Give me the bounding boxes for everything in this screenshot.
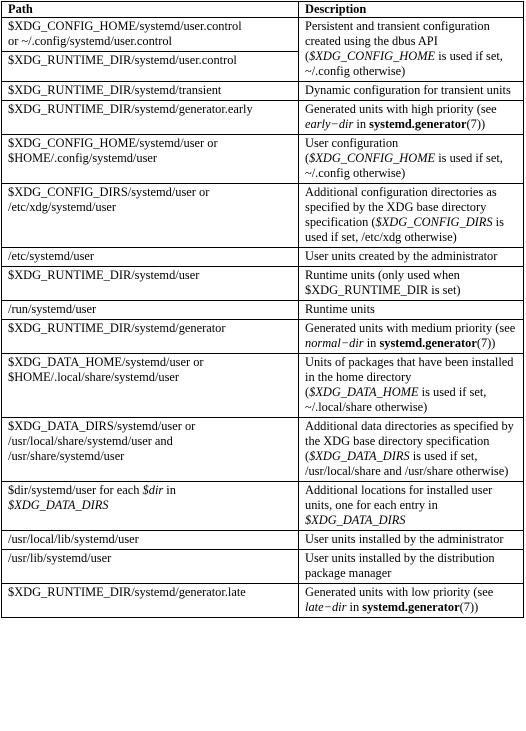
header-path: Path	[2, 2, 299, 18]
bold-text: systemd.generator	[379, 336, 477, 350]
text-segment: in	[346, 600, 363, 614]
description-cell	[299, 101, 524, 135]
path-text: /usr/local/lib/systemd/user	[8, 532, 139, 546]
path-cell	[2, 550, 299, 584]
path-text: /usr/lib/systemd/user	[8, 551, 112, 565]
header-description: Description	[299, 2, 524, 18]
description-cell	[299, 531, 524, 550]
text-segment: (7))	[466, 117, 486, 131]
italic-text: $XDG_CONFIG_DIRS	[375, 215, 493, 229]
description-cell	[299, 584, 524, 618]
table-row	[2, 550, 524, 584]
italic-text: early−dir	[305, 117, 354, 131]
table-row	[2, 584, 524, 618]
path-cell	[2, 18, 299, 82]
table-row	[2, 248, 524, 267]
text-segment: Generated units with medium priority (see	[305, 321, 516, 335]
path-text: /usr/local/share/systemd/user and	[8, 434, 173, 448]
text-segment: Generated units with high priority (see	[305, 102, 497, 116]
path-text: $XDG_DATA_HOME/systemd/user or	[8, 355, 204, 369]
path-text: $XDG_RUNTIME_DIR/systemd/generator	[8, 321, 226, 335]
path-cell	[2, 184, 299, 248]
table-row	[2, 531, 524, 550]
text-segment: is used if set, /usr/local/share and /usr/share otherwise)	[305, 449, 509, 478]
italic-text: $XDG_DATA_DIRS	[8, 498, 109, 512]
table-row	[2, 267, 524, 301]
description-cell	[299, 482, 524, 531]
table-row	[2, 320, 524, 354]
italic-text: $XDG_DATA_DIRS	[305, 513, 406, 527]
path-cell	[2, 320, 299, 354]
text-segment: Runtime units	[305, 302, 375, 316]
table-row	[2, 184, 524, 248]
path-cell	[2, 531, 299, 550]
description-cell	[299, 248, 524, 267]
description-cell	[299, 354, 524, 418]
description-cell	[299, 184, 524, 248]
italic-text: $dir	[142, 483, 164, 497]
path-text: $XDG_RUNTIME_DIR/systemd/user.control	[8, 53, 237, 67]
text-segment: in	[363, 336, 380, 350]
bold-text: systemd.generator	[369, 117, 467, 131]
path-text: /usr/share/systemd/user	[8, 449, 125, 463]
table-row	[2, 135, 524, 184]
path-cell	[2, 267, 299, 301]
path-text	[8, 483, 294, 498]
table-row	[2, 82, 524, 101]
italic-text: $XDG_CONFIG_HOME	[309, 49, 436, 63]
description-cell	[299, 418, 524, 482]
text-segment: User configuration (	[305, 136, 399, 165]
path-text: $XDG_CONFIG_HOME/systemd/user.control	[8, 19, 242, 33]
text-segment: Dynamic configuration for transient units	[305, 83, 511, 97]
path-text: or ~/.config/systemd/user.control	[8, 34, 172, 48]
path-text: /etc/systemd/user	[8, 249, 95, 263]
italic-text: late−dir	[305, 600, 347, 614]
text-segment: (7))	[476, 336, 496, 350]
text-segment: Generated units with low priority (see	[305, 585, 494, 599]
bold-text: systemd.generator	[362, 600, 460, 614]
italic-text: $XDG_DATA_HOME	[309, 385, 419, 399]
path-subcell	[2, 51, 298, 68]
text-segment: (7))	[459, 600, 479, 614]
path-cell	[2, 301, 299, 320]
table-row	[2, 354, 524, 418]
path-text	[8, 498, 294, 513]
path-text: $XDG_RUNTIME_DIR/systemd/generator.early	[8, 102, 253, 116]
description-cell	[299, 550, 524, 584]
text-segment: $dir/systemd/user for each	[8, 483, 143, 497]
path-text: $XDG_RUNTIME_DIR/systemd/transient	[8, 83, 222, 97]
path-text: $XDG_CONFIG_HOME/systemd/user or	[8, 136, 218, 150]
description-cell	[299, 267, 524, 301]
description-cell	[299, 135, 524, 184]
text-segment: in	[163, 483, 176, 497]
text-segment: in	[353, 117, 370, 131]
table-row	[2, 301, 524, 320]
table-header-row	[2, 2, 524, 18]
path-text: $HOME/.local/share/systemd/user	[8, 370, 180, 384]
path-cell	[2, 418, 299, 482]
text-segment: Additional data directories as specified by the XDG base directory specification (	[305, 419, 514, 463]
text-segment: is used if set, ~/.config otherwise)	[305, 49, 503, 78]
path-text: $XDG_DATA_DIRS/systemd/user or	[8, 419, 196, 433]
path-cell	[2, 135, 299, 184]
path-text: $XDG_RUNTIME_DIR/systemd/generator.late	[8, 585, 246, 599]
path-cell	[2, 354, 299, 418]
table-body	[2, 18, 524, 618]
description-cell	[299, 18, 524, 82]
text-segment: is used if set, /etc/xdg otherwise)	[305, 215, 504, 244]
text-segment: Units of packages that have been installed in the home directory (	[305, 355, 514, 399]
path-cell	[2, 82, 299, 101]
text-segment: Additional locations for installed user units, one for each entry in	[305, 483, 493, 512]
path-text: $XDG_CONFIG_DIRS/systemd/user or	[8, 185, 210, 199]
path-cell	[2, 584, 299, 618]
text-segment: Persistent and transient configuration created using the dbus API (	[305, 19, 490, 63]
table-row	[2, 482, 524, 531]
text-segment: User units installed by the distribution package manager	[305, 551, 495, 580]
italic-text: normal−dir	[305, 336, 364, 350]
table-row	[2, 101, 524, 135]
path-cell	[2, 482, 299, 531]
path-text: /run/systemd/user	[8, 302, 97, 316]
path-cell	[2, 101, 299, 135]
path-text: $XDG_RUNTIME_DIR/systemd/user	[8, 268, 200, 282]
text-segment: User units installed by the administrator	[305, 532, 504, 546]
text-segment: Runtime units (only used when $XDG_RUNTIME_DIR is set)	[305, 268, 461, 297]
text-segment: is used if set, ~/.local/share otherwise)	[305, 385, 487, 414]
text-segment: Additional configuration directories as specified by the XDG base directory specification (	[305, 185, 497, 229]
description-cell	[299, 301, 524, 320]
italic-text: $XDG_CONFIG_HOME	[309, 151, 436, 165]
text-segment: is used if set, ~/.config otherwise)	[305, 151, 503, 180]
text-segment: User units created by the administrator	[305, 249, 498, 263]
italic-text: $XDG_DATA_DIRS	[309, 449, 410, 463]
path-cell	[2, 248, 299, 267]
unit-paths-table	[1, 1, 524, 618]
table-row	[2, 418, 524, 482]
description-cell	[299, 82, 524, 101]
path-text: /etc/xdg/systemd/user	[8, 200, 117, 214]
table-row	[2, 18, 524, 82]
path-text: $HOME/.config/systemd/user	[8, 151, 158, 165]
description-cell	[299, 320, 524, 354]
